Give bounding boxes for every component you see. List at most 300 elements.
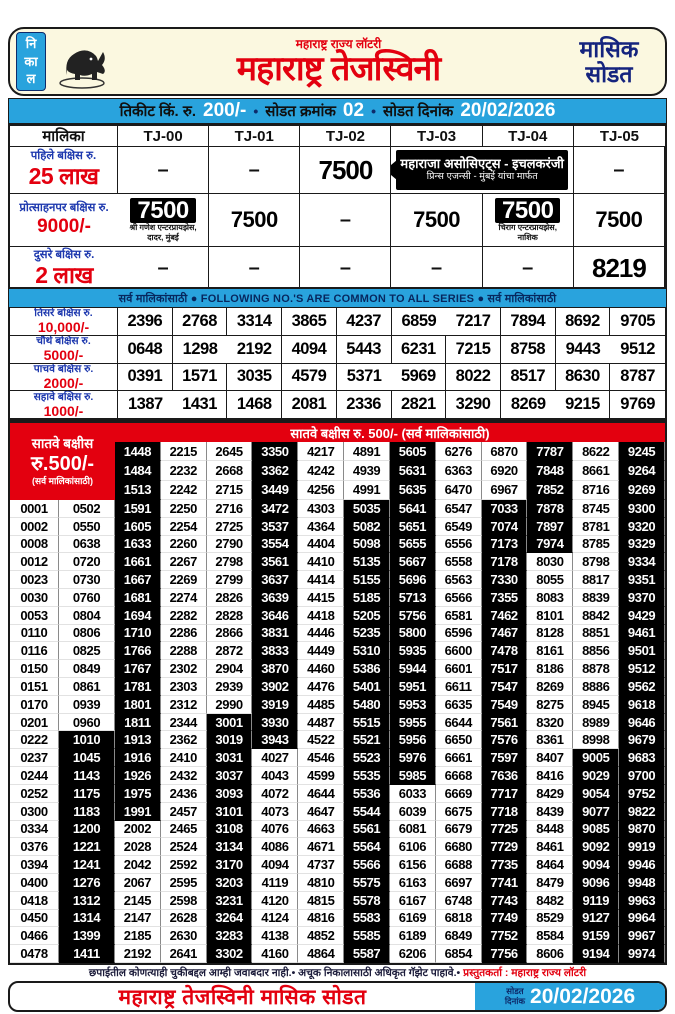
- prize-500-number: 5523: [344, 749, 390, 767]
- prize-500-number: 8745: [573, 500, 619, 518]
- prize-500-number: 7897: [527, 518, 573, 536]
- prize-500-number: 0151: [10, 678, 59, 696]
- prize-500-number: 8785: [573, 536, 619, 554]
- prize-500-number: 5935: [390, 642, 436, 660]
- prize-500-number: 5651: [390, 518, 436, 536]
- winner-name: महाराजा असोसिएट्स - इचलकरंजी: [400, 156, 564, 172]
- prize-500-number: 6675: [436, 803, 482, 821]
- bottom-date-value: 20/02/2026: [530, 984, 636, 1008]
- prize-500-number: 1916: [115, 749, 161, 767]
- prize-500-number: 4663: [298, 821, 344, 839]
- common-prize-number: 8517: [501, 364, 556, 392]
- prize-500-number: 4120: [252, 892, 298, 910]
- prize-500-number: 9429: [619, 607, 665, 625]
- prize-500-number: 0466: [10, 927, 59, 945]
- second-prize-tj04: –: [483, 247, 574, 291]
- prize-500-number: 2410: [161, 749, 207, 767]
- prize-500-number: 1926: [115, 767, 161, 785]
- common-prize-number: 1431: [173, 391, 228, 419]
- second-prize-tj02: –: [300, 247, 391, 291]
- prize-500-number: 5155: [344, 571, 390, 589]
- prize-500-number: 4217: [298, 442, 344, 461]
- prize-500-number: 2215: [161, 442, 207, 461]
- series-header-tj01: TJ-01: [209, 126, 300, 147]
- prize-500-number: 7033: [482, 500, 528, 518]
- prize-500-number: 0825: [59, 642, 115, 660]
- prize-500-number: 7467: [482, 625, 528, 643]
- prize-500-number: 9320: [619, 518, 665, 536]
- series-column-header: मालिका: [10, 126, 118, 147]
- prize-amount: रु.500/-: [30, 453, 95, 476]
- prize-500-number: 7848: [527, 461, 573, 480]
- prize-500-number: 0002: [10, 518, 59, 536]
- prize-500-number: 9822: [619, 803, 665, 821]
- prize-500-number: 7743: [482, 892, 528, 910]
- prize-500-number: 5205: [344, 607, 390, 625]
- prize-500-number: 1975: [115, 785, 161, 803]
- prize-500-number: 1694: [115, 607, 161, 625]
- prize-500-number: 4415: [298, 589, 344, 607]
- disclaimer-text: छपाईतील कोणत्याही चुकीबद्दल आम्ही जवाबदार नाही.• अचूक निकालासाठी अधिकृत गॅझेट पाहावे.•: [88, 967, 464, 979]
- common-prize-number: 5371: [337, 364, 392, 392]
- prize-500-number: 0334: [10, 821, 59, 839]
- prize-500-number: 1513: [115, 481, 161, 500]
- prize-500-number: 8275: [527, 696, 573, 714]
- prize-500-number: 7074: [482, 518, 528, 536]
- prize-500-number: 5235: [344, 625, 390, 643]
- seventh-prize-label-block: [10, 423, 115, 500]
- prize-500-number: 7178: [482, 553, 528, 571]
- common-prizes-table: [8, 308, 667, 421]
- prize-500-number: 8945: [573, 696, 619, 714]
- prize-500-number: 3554: [252, 536, 298, 554]
- prize-500-number: 1221: [59, 838, 115, 856]
- prize-500-number: 3362: [252, 461, 298, 480]
- seventh-prize-bar: सातवे बक्षीस रु. 500/- (सर्व मालिकांसाठी): [115, 423, 665, 442]
- prize-500-number: 8464: [527, 856, 573, 874]
- series-header-tj05: TJ-05: [574, 126, 665, 147]
- incentive-tj00: [118, 194, 209, 247]
- prize-500-number: 9334: [619, 553, 665, 571]
- prize-500-number: 9946: [619, 856, 665, 874]
- ticket-price-label: तिकीट किं. रु.: [119, 103, 197, 120]
- prize-500-number: 0053: [10, 607, 59, 625]
- common-prize-number: 3865: [282, 308, 337, 336]
- bottom-date-box: [475, 983, 665, 1010]
- prize-500-number: 0116: [10, 642, 59, 660]
- prize-500-number: 1143: [59, 767, 115, 785]
- prize-500-number: 8856: [573, 642, 619, 660]
- presenter-text: प्रस्तुतकर्ता : महाराष्ट्र राज्य लॉटरी: [463, 967, 587, 979]
- prize-500-number: 6680: [436, 838, 482, 856]
- prize-500-number: 7787: [527, 442, 573, 461]
- prize-500-number: 9683: [619, 749, 665, 767]
- prize-500-number: 1661: [115, 553, 161, 571]
- prize-500-number: 6106: [390, 838, 436, 856]
- nikal-letter: नि: [25, 36, 37, 52]
- common-prize-number: 8758: [501, 336, 556, 364]
- prize-500-number: 3919: [252, 696, 298, 714]
- prize-500-number: 5587: [344, 945, 390, 963]
- prize-500-number: 2269: [161, 571, 207, 589]
- prize-500-number: 4073: [252, 803, 298, 821]
- prize-500-number: 7355: [482, 589, 528, 607]
- incentive-number-highlighted: 7500: [130, 198, 195, 223]
- draw-number-label: सोडत क्रमांक: [265, 103, 336, 120]
- second-prize-label: [10, 247, 118, 291]
- common-prize-number: 3035: [227, 364, 282, 392]
- prize-500-number: 8842: [573, 607, 619, 625]
- prize-500-number: 2303: [161, 678, 207, 696]
- scheme-line: मासिक: [579, 35, 639, 62]
- prize-500-number: 5185: [344, 589, 390, 607]
- prize-500-number: 7752: [482, 927, 528, 945]
- prize-500-number: 4647: [298, 803, 344, 821]
- prize-500-number: 7852: [527, 481, 573, 500]
- prize-500-number: 8661: [573, 461, 619, 480]
- ticket-info-bar: [8, 98, 667, 124]
- scheme-name: [561, 37, 657, 87]
- prize-500-number: 1045: [59, 749, 115, 767]
- prize-500-number: 2716: [207, 500, 253, 518]
- prize-500-number: 0030: [10, 589, 59, 607]
- prize-500-number: 4138: [252, 927, 298, 945]
- common-prize-number: 2336: [337, 391, 392, 419]
- winner-banner: [396, 150, 567, 190]
- prize-500-number: 2067: [115, 874, 161, 892]
- org-name: महाराष्ट्र राज्य लॉटरी: [295, 36, 382, 51]
- prize-500-number: 4460: [298, 660, 344, 678]
- prize-500-number: 5135: [344, 553, 390, 571]
- prize-500-number: 2592: [161, 856, 207, 874]
- prize-500-number: 9618: [619, 696, 665, 714]
- prize-500-number: 8998: [573, 731, 619, 749]
- winner-agency: प्रिन्स एजन्सी - मुंबई यांचा मार्फत: [426, 171, 538, 182]
- prize-500-number: 5386: [344, 660, 390, 678]
- common-prize-number: 9512: [610, 336, 665, 364]
- prize-500-number: 9119: [573, 892, 619, 910]
- prize-500-number: 5800: [390, 625, 436, 643]
- prize-500-number: 2028: [115, 838, 161, 856]
- prize-500-number: 0720: [59, 553, 115, 571]
- seller-city: दादर, मुंबई: [147, 232, 179, 242]
- incentive-number: 7500: [413, 207, 461, 233]
- prize-500-number: 8851: [573, 625, 619, 643]
- bullet-separator: •: [371, 103, 376, 119]
- prize-name: सातवे बक्षीस: [31, 435, 94, 451]
- prize-500-number: 9461: [619, 625, 665, 643]
- prize-500-number: 5515: [344, 714, 390, 732]
- prize-500-number: 7517: [482, 660, 528, 678]
- prize-500-number: 9752: [619, 785, 665, 803]
- prize-500-number: 8320: [527, 714, 573, 732]
- prize-500-number: 5631: [390, 461, 436, 480]
- common-prize-number: 3314: [227, 308, 282, 336]
- prize-500-number: 6596: [436, 625, 482, 643]
- common-prize-number: 9769: [610, 391, 665, 419]
- prize-500-number: 8781: [573, 518, 619, 536]
- prize-500-number: 3902: [252, 678, 298, 696]
- prize-500-number: 4086: [252, 838, 298, 856]
- prize-500-number: 1175: [59, 785, 115, 803]
- prize-500-number: 6276: [436, 442, 482, 461]
- common-prize-number: 7215: [446, 336, 501, 364]
- prize-500-number: 9562: [619, 678, 665, 696]
- prize-500-number: 9029: [573, 767, 619, 785]
- prize-500-number: 1605: [115, 518, 161, 536]
- prize-500-number: 0502: [59, 500, 115, 518]
- bottom-title: महाराष्ट्र तेजस्विनी मासिक सोडत: [118, 985, 367, 1009]
- prize-500-number: 1710: [115, 625, 161, 643]
- prize-500-number: 5535: [344, 767, 390, 785]
- common-prize-label: [10, 336, 118, 364]
- prize-500-number: 6363: [436, 461, 482, 480]
- prize-500-number: 5566: [344, 856, 390, 874]
- prize-500-number: 0376: [10, 838, 59, 856]
- prize-500-number: 5985: [390, 767, 436, 785]
- prize-500-number: 2042: [115, 856, 161, 874]
- prize-500-number: 6679: [436, 821, 482, 839]
- prize-500-number: 7729: [482, 838, 528, 856]
- incentive-tj05: [574, 194, 665, 247]
- prize-500-number: 8878: [573, 660, 619, 678]
- series-header-tj04: TJ-04: [483, 126, 574, 147]
- prize-500-number: 4449: [298, 642, 344, 660]
- prize-500-number: 8584: [527, 927, 573, 945]
- prize-500-number: 6600: [436, 642, 482, 660]
- title-block: [116, 38, 561, 86]
- prize-500-number: 8161: [527, 642, 573, 660]
- common-prize-number: 8022: [446, 364, 501, 392]
- prize-500-number: 7478: [482, 642, 528, 660]
- prize-500-number: 6601: [436, 660, 482, 678]
- prize-500-number: 5944: [390, 660, 436, 678]
- bottom-date-label: [505, 987, 525, 1007]
- incentive-tj04: [483, 194, 574, 247]
- draw-number-value: 02: [342, 100, 365, 121]
- prize-500-number: 7597: [482, 749, 528, 767]
- prize-500-number: 1312: [59, 892, 115, 910]
- common-prize-number: 9443: [556, 336, 611, 364]
- prize-500-number: 7749: [482, 910, 528, 928]
- prize-500-number: 4864: [298, 945, 344, 963]
- common-prize-number: 6231: [392, 336, 447, 364]
- prize-500-number: 2598: [161, 892, 207, 910]
- prize-500-number: 0012: [10, 553, 59, 571]
- prize-500-number: 3264: [207, 910, 253, 928]
- prize-500-number: 1411: [59, 945, 115, 963]
- prize-500-number: 4891: [344, 442, 390, 461]
- prize-500-number: 4410: [298, 553, 344, 571]
- common-prize-label: [10, 391, 118, 419]
- prize-500-number: 6854: [436, 945, 482, 963]
- prize-500-number: 2645: [207, 442, 253, 461]
- common-prize-number: 2396: [118, 308, 173, 336]
- prize-500-number: 9054: [573, 785, 619, 803]
- prize-500-number: 8716: [573, 481, 619, 500]
- common-prize-number: 0391: [118, 364, 173, 392]
- prize-500-number: 7974: [527, 536, 573, 554]
- prize-500-number: 6849: [436, 927, 482, 945]
- prize-500-number: 0001: [10, 500, 59, 518]
- prize-500-number: 5696: [390, 571, 436, 589]
- prize-500-number: 1801: [115, 696, 161, 714]
- prize-500-number: 0478: [10, 945, 59, 963]
- prize-500-number: 7547: [482, 678, 528, 696]
- prize-500-number: 9094: [573, 856, 619, 874]
- prize-500-number: 3870: [252, 660, 298, 678]
- prize-500-number: 9245: [619, 442, 665, 461]
- prize-500-number: 5310: [344, 642, 390, 660]
- prize-500-number: 4446: [298, 625, 344, 643]
- prize-500-number: 3637: [252, 571, 298, 589]
- series-header-tj00: TJ-00: [118, 126, 209, 147]
- common-prize-label: [10, 308, 118, 336]
- prize-500-number: 2799: [207, 571, 253, 589]
- prize-500-number: 9870: [619, 821, 665, 839]
- prize-500-number: 3037: [207, 767, 253, 785]
- prize-500-number: 4124: [252, 910, 298, 928]
- prize-500-number: 0150: [10, 660, 59, 678]
- prize-500-number: 0110: [10, 625, 59, 643]
- prize-500-number: 2250: [161, 500, 207, 518]
- prize-500-number: 4076: [252, 821, 298, 839]
- prize-500-number: 5583: [344, 910, 390, 928]
- prize-scope-note: (सर्व मालिकांसाठी): [32, 476, 93, 487]
- second-prize-winning-number: 8219: [574, 247, 665, 291]
- prize-500-number: 6470: [436, 481, 482, 500]
- common-prize-number: 7894: [501, 308, 556, 336]
- prize-500-number: 1314: [59, 910, 115, 928]
- prize-500-number: 8128: [527, 625, 573, 643]
- prize-500-number: 0638: [59, 536, 115, 554]
- prize-500-number: 4810: [298, 874, 344, 892]
- prize-500-number: 2990: [207, 696, 253, 714]
- prize-500-number: 9077: [573, 803, 619, 821]
- prize-500-number: 5035: [344, 500, 390, 518]
- prize-500-number: 0760: [59, 589, 115, 607]
- prize-500-number: 4027: [252, 749, 298, 767]
- common-prize-number: 4094: [282, 336, 337, 364]
- prize-500-number: 3093: [207, 785, 253, 803]
- prize-500-number: 3019: [207, 731, 253, 749]
- prize-500-number: 9964: [619, 910, 665, 928]
- prize-500-number: 4546: [298, 749, 344, 767]
- prize-500-number: 1200: [59, 821, 115, 839]
- nikal-letter: ल: [26, 71, 36, 87]
- seller-city: नाशिक: [517, 232, 538, 242]
- prize-500-number: 3108: [207, 821, 253, 839]
- prize-500-number: 5713: [390, 589, 436, 607]
- common-prize-number: 8630: [556, 364, 611, 392]
- prize-500-number: 2628: [161, 910, 207, 928]
- date-label-line: सोडत: [506, 985, 524, 996]
- prize-500-number: 2192: [115, 945, 161, 963]
- prize-500-number: 4043: [252, 767, 298, 785]
- prize-500-number: 6167: [390, 892, 436, 910]
- prize-500-number: 5635: [390, 481, 436, 500]
- prize-500-number: 1767: [115, 660, 161, 678]
- prize-500-number: 1766: [115, 642, 161, 660]
- common-prize-number: 4237: [337, 308, 392, 336]
- seventh-prize-section: [8, 421, 667, 965]
- prize-500-number: 4487: [298, 714, 344, 732]
- prize-500-number: 6189: [390, 927, 436, 945]
- prize-500-number: 8461: [527, 838, 573, 856]
- prize-500-number: 8083: [527, 589, 573, 607]
- common-prize-number: 7217: [446, 308, 501, 336]
- prize-500-number: 2465: [161, 821, 207, 839]
- common-prize-number: 6859: [392, 308, 447, 336]
- prize-500-number: 4094: [252, 856, 298, 874]
- prize-500-number: 4072: [252, 785, 298, 803]
- date-label-line: दिनांक: [504, 995, 526, 1006]
- prize-500-number: 0201: [10, 714, 59, 732]
- prize-500-number: 9963: [619, 892, 665, 910]
- prize-500-number: 2939: [207, 678, 253, 696]
- incentive-number-highlighted: 7500: [495, 198, 560, 223]
- prize-500-number: 2260: [161, 536, 207, 554]
- first-prize-tj01: –: [209, 147, 300, 194]
- prize-500-number: 6611: [436, 678, 482, 696]
- prize-500-number: 7173: [482, 536, 528, 554]
- common-prize-number: 2821: [392, 391, 447, 419]
- bottom-bar: [8, 981, 667, 1012]
- prize-500-number: 8606: [527, 945, 573, 963]
- prize-500-number: 0023: [10, 571, 59, 589]
- prize-500-number: 5480: [344, 696, 390, 714]
- common-prize-number: 8269: [501, 391, 556, 419]
- prize-name: पाचवे बक्षिस रु.: [33, 363, 94, 375]
- prize-500-number: 6558: [436, 553, 482, 571]
- prize-500-number: 0222: [10, 731, 59, 749]
- prize-500-number: 0300: [10, 803, 59, 821]
- prize-500-number: 0939: [59, 696, 115, 714]
- prize-500-number: 6669: [436, 785, 482, 803]
- prize-500-number: 1399: [59, 927, 115, 945]
- prize-500-number: 2282: [161, 607, 207, 625]
- prize-500-number: 9127: [573, 910, 619, 928]
- prize-500-number: 2715: [207, 481, 253, 500]
- prize-500-number: 0418: [10, 892, 59, 910]
- prize-500-number: 8101: [527, 607, 573, 625]
- prize-500-number: 2242: [161, 481, 207, 500]
- prize-500-number: 5955: [390, 714, 436, 732]
- prize-500-number: 8886: [573, 678, 619, 696]
- prize-500-number: 5655: [390, 536, 436, 554]
- prize-500-number: 9092: [573, 838, 619, 856]
- prize-500-number: 5605: [390, 442, 436, 461]
- prize-500-number: 7725: [482, 821, 528, 839]
- prize-500-number: 5561: [344, 821, 390, 839]
- prize-500-number: 6748: [436, 892, 482, 910]
- prize-500-number: 7330: [482, 571, 528, 589]
- common-prize-number: 8692: [556, 308, 611, 336]
- incentive-number: 7500: [595, 207, 643, 233]
- seller-name: चिराग एन्टरप्रायझेस,: [498, 223, 557, 233]
- prize-500-number: 9329: [619, 536, 665, 554]
- prize-500-number: 2668: [207, 461, 253, 480]
- prize-amount: 10,000/-: [37, 319, 90, 336]
- prize-500-number: 6635: [436, 696, 482, 714]
- prize-500-number: 3646: [252, 607, 298, 625]
- prize-500-number: 1448: [115, 442, 161, 461]
- prize-500-number: 9300: [619, 500, 665, 518]
- prize-500-number: 8622: [573, 442, 619, 461]
- prize-500-number: 3031: [207, 749, 253, 767]
- prize-500-number: 4303: [298, 500, 344, 518]
- prize-500-number: 5953: [390, 696, 436, 714]
